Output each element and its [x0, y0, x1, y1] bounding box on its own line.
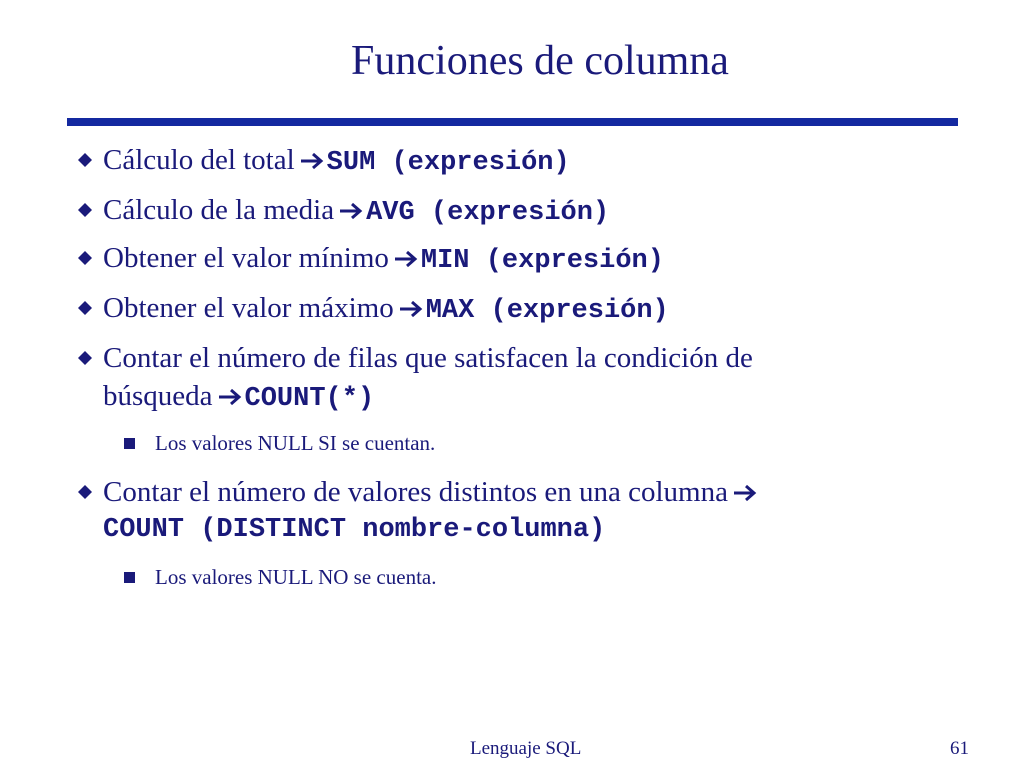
page-number: 61	[950, 738, 969, 759]
diamond-bullet-icon	[77, 152, 93, 168]
code-expression: SUM (expresión)	[326, 148, 570, 178]
right-arrow-icon	[217, 387, 243, 407]
right-arrow-icon	[299, 151, 325, 171]
code-expression: COUNT (DISTINCT nombre-columna)	[103, 515, 606, 545]
diamond-bullet-icon	[77, 350, 93, 366]
bullet-text: Contar el número de valores distintos en una columna	[103, 476, 728, 508]
bullet-line	[103, 290, 669, 329]
right-arrow-icon	[338, 201, 364, 221]
code-expression: MIN (expresión)	[420, 246, 664, 276]
bullet-line	[103, 240, 664, 279]
bullet-text: Cálculo de la media	[103, 194, 335, 226]
bullet-line	[103, 474, 760, 510]
bullet-line	[103, 142, 570, 181]
code-expression: MAX (expresión)	[425, 296, 669, 326]
diamond-bullet-icon	[77, 484, 93, 500]
bullet-text: Cálculo del total	[103, 144, 295, 176]
diamond-bullet-icon	[77, 202, 93, 218]
slide-title: Funciones de columna	[351, 38, 729, 84]
bullet-text: búsqueda	[103, 380, 213, 412]
code-expression: AVG (expresión)	[366, 198, 610, 228]
bullet-text: Obtener el valor máximo	[103, 292, 394, 324]
square-bullet-icon	[124, 572, 135, 583]
footer-title: Lenguaje SQL	[470, 738, 582, 759]
sub-bullet-text: Los valores NULL NO se cuenta.	[155, 565, 437, 589]
title-divider	[67, 118, 958, 126]
right-arrow-icon	[732, 483, 758, 503]
sub-bullet-text: Los valores NULL SI se cuentan.	[155, 431, 436, 455]
bullet-line	[103, 378, 374, 417]
diamond-bullet-icon	[77, 250, 93, 266]
right-arrow-icon	[398, 299, 424, 319]
bullet-line	[103, 192, 609, 231]
square-bullet-icon	[124, 438, 135, 449]
bullet-text: Contar el número de filas que satisfacen la condición de	[103, 342, 753, 374]
right-arrow-icon	[393, 249, 419, 269]
bullet-text: Obtener el valor mínimo	[103, 242, 389, 274]
diamond-bullet-icon	[77, 300, 93, 316]
code-expression: COUNT(*)	[244, 384, 375, 414]
